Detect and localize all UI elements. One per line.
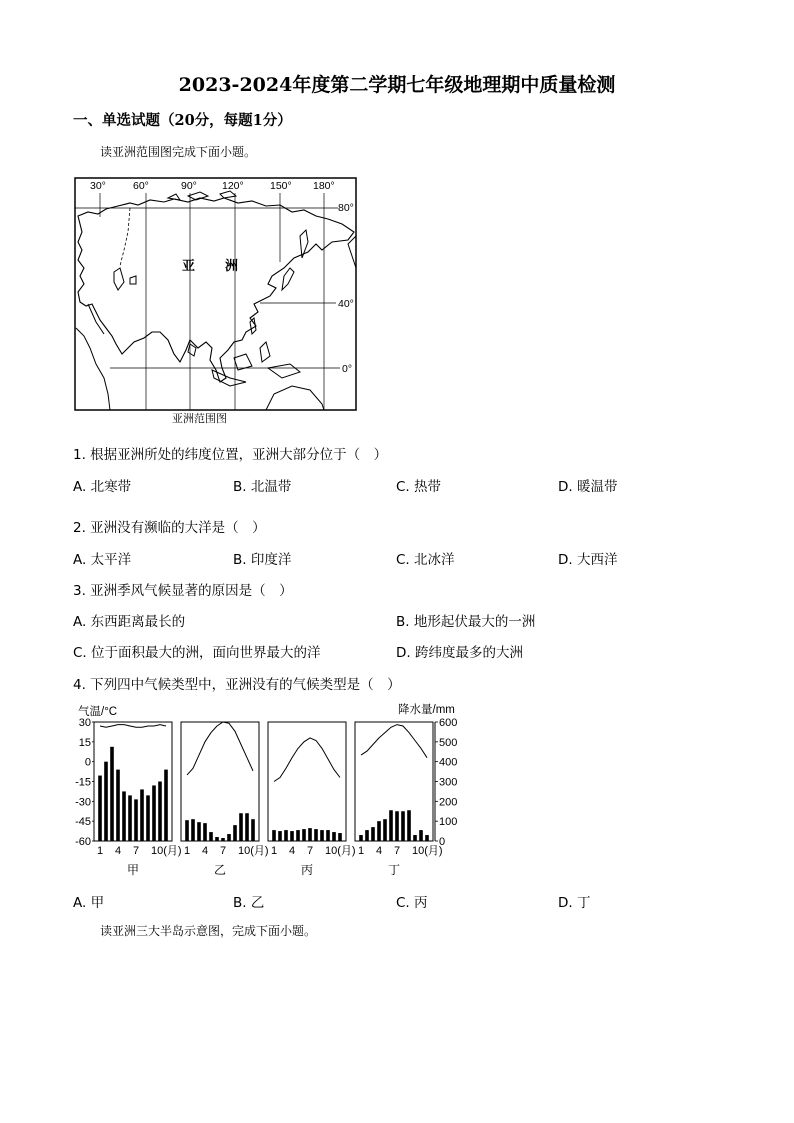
island: [250, 318, 256, 334]
option-d[interactable]: D. 丁: [558, 895, 591, 911]
lat-label: 80°: [338, 202, 354, 214]
precipitation-bar: [116, 770, 120, 841]
asia-europe-boundary: [120, 208, 130, 266]
month-tick-label: 10(月): [151, 845, 182, 857]
island: [212, 370, 246, 386]
month-tick-label: 7: [133, 845, 140, 857]
precipitation-bar: [326, 830, 330, 841]
map-frame: [75, 178, 356, 410]
island: [260, 342, 270, 362]
island: [234, 354, 252, 370]
precipitation-bar: [290, 831, 294, 841]
precipitation-bar: [413, 835, 417, 841]
month-tick-label: 10(月): [238, 845, 269, 857]
temperature-tick-label: -60: [75, 836, 91, 848]
precipitation-tick-label: 200: [439, 796, 458, 809]
precipitation-bar: [308, 828, 312, 841]
temperature-tick-label: 15: [78, 736, 91, 749]
month-tick-label: 7: [307, 845, 314, 857]
lon-label: 60°: [133, 180, 149, 192]
precipitation-bar: [425, 835, 429, 841]
precipitation-bar: [233, 825, 237, 841]
option-b[interactable]: B. 地形起伏最大的一洲: [396, 614, 536, 630]
north-america-coast: [348, 236, 356, 268]
precipitation-bar: [314, 829, 318, 841]
climate-panel-name: 丙: [301, 863, 314, 877]
precipitation-bar: [245, 813, 249, 841]
temperature-line: [187, 722, 253, 775]
precipitation-bar: [164, 770, 168, 841]
temperature-axis-label: 气温/°C: [78, 706, 118, 718]
month-tick-label: 7: [394, 845, 401, 857]
intro-map: 读亚洲范围图完成下面小题。: [100, 145, 257, 159]
month-tick-label: 4: [202, 845, 209, 857]
precipitation-bar: [209, 832, 213, 841]
question-stem: 4. 下列四中气候类型中，亚洲没有的气候类型是（ ）: [73, 677, 401, 693]
option-a[interactable]: A. 东西距离最长的: [73, 614, 186, 630]
temperature-tick-label: -45: [75, 816, 91, 829]
precipitation-bar: [185, 820, 189, 841]
climate-panel-name: 丁: [388, 863, 401, 877]
question-stem: 1. 根据亚洲所处的纬度位置，亚洲大部分位于（ ）: [73, 447, 388, 463]
island: [268, 364, 300, 378]
temperature-tick-label: 30: [78, 717, 91, 729]
map-caption: 亚洲范围图: [172, 413, 227, 425]
precipitation-bar: [110, 747, 114, 841]
precipitation-axis-label: 降水量/mm: [398, 704, 455, 716]
precipitation-tick-label: 500: [439, 736, 458, 749]
temperature-tick-label: -15: [75, 776, 91, 789]
month-tick-label: 7: [220, 845, 227, 857]
question-stem: 3. 亚洲季风气候显著的原因是（ ）: [73, 583, 293, 599]
precipitation-bar: [419, 830, 423, 841]
option-c[interactable]: C. 位于面积最大的洲，面向世界最大的洋: [73, 645, 321, 661]
precipitation-bar: [377, 821, 381, 841]
island: [300, 230, 308, 258]
climate-panel-name: 乙: [214, 863, 227, 877]
africa-coast: [76, 328, 110, 410]
region-label-zhou: 洲: [225, 258, 239, 273]
lon-label: 30°: [90, 180, 106, 192]
option-d[interactable]: D. 跨纬度最多的大洲: [396, 645, 523, 661]
lon-label: 120°: [222, 180, 244, 192]
precipitation-bar: [140, 789, 144, 841]
precipitation-tick-label: 100: [439, 816, 458, 829]
precipitation-bar: [197, 822, 201, 841]
precipitation-bar: [146, 795, 150, 841]
month-tick-label: 1: [97, 845, 104, 857]
asia-coastline: [78, 198, 354, 382]
precipitation-bar: [122, 791, 126, 841]
precipitation-tick-label: 600: [439, 717, 458, 729]
month-tick-label: 10(月): [412, 845, 443, 857]
precipitation-bar: [239, 813, 243, 841]
option-c[interactable]: C. 热带: [396, 479, 442, 495]
temperature-line: [100, 725, 166, 728]
lat-label: 40°: [338, 298, 354, 310]
precipitation-bar: [221, 838, 225, 841]
option-a[interactable]: A. 太平洋: [73, 552, 132, 568]
option-c[interactable]: C. 丙: [396, 895, 428, 911]
precipitation-bar: [278, 831, 282, 841]
lon-label: 150°: [270, 180, 292, 192]
precipitation-bar: [332, 832, 336, 841]
precipitation-bar: [320, 830, 324, 841]
month-tick-label: 4: [289, 845, 296, 857]
precipitation-tick-label: 0: [439, 836, 446, 848]
climate-panel-frame: [355, 722, 433, 841]
precipitation-bar: [227, 834, 231, 841]
option-b[interactable]: B. 北温带: [233, 479, 292, 495]
arctic-island: [220, 191, 236, 198]
precipitation-bar: [158, 782, 162, 842]
lat-label: 0°: [342, 363, 353, 375]
red-sea: [88, 304, 104, 334]
option-c[interactable]: C. 北冰洋: [396, 552, 455, 568]
japan-islands: [282, 268, 294, 290]
precipitation-tick-label: 300: [439, 776, 458, 789]
precipitation-bar: [296, 830, 300, 841]
question-stem: 2. 亚洲没有濒临的大洋是（ ）: [73, 520, 266, 536]
climate-charts: [70, 700, 480, 880]
temperature-tick-label: -30: [75, 796, 91, 809]
climate-panel-name: 甲: [127, 863, 140, 877]
precipitation-bar: [359, 835, 363, 841]
section-heading: 一、单选试题（20分，每题1分）: [73, 112, 292, 129]
caspian-sea: [114, 268, 124, 290]
lon-label: 180°: [313, 180, 335, 192]
option-a[interactable]: A. 甲: [73, 895, 105, 911]
option-b[interactable]: B. 乙: [233, 895, 265, 911]
precipitation-bar: [371, 827, 375, 841]
precipitation-bar: [203, 823, 207, 841]
month-tick-label: 1: [358, 845, 365, 857]
temperature-line: [361, 725, 427, 758]
precipitation-bar: [407, 810, 411, 841]
precipitation-bar: [134, 799, 138, 841]
option-a[interactable]: A. 北寒带: [73, 479, 132, 495]
temperature-line: [274, 738, 340, 782]
precipitation-bar: [365, 830, 369, 841]
australia-coast: [266, 386, 324, 410]
lon-label: 90°: [181, 180, 197, 192]
precipitation-bar: [251, 819, 255, 841]
month-tick-label: 10(月): [325, 845, 356, 857]
precipitation-bar: [98, 776, 102, 841]
precipitation-bar: [389, 810, 393, 841]
option-d[interactable]: D. 暖温带: [558, 479, 618, 495]
precipitation-bar: [272, 830, 276, 841]
intro-peninsula: 读亚洲三大半岛示意图，完成下面小题。: [100, 924, 317, 938]
precipitation-bar: [284, 830, 288, 841]
precipitation-bar: [128, 795, 132, 841]
asia-map: [70, 172, 370, 427]
month-tick-label: 4: [115, 845, 122, 857]
precipitation-bar: [338, 833, 342, 841]
temperature-tick-label: 0: [84, 756, 91, 769]
precipitation-bar: [395, 811, 399, 841]
arctic-island: [168, 194, 180, 200]
precipitation-bar: [215, 837, 219, 841]
precipitation-bar: [302, 829, 306, 841]
month-tick-label: 4: [376, 845, 383, 857]
option-b[interactable]: B. 印度洋: [233, 552, 292, 568]
precipitation-tick-label: 400: [439, 756, 458, 769]
precipitation-bar: [191, 819, 195, 841]
region-label-ya: 亚: [182, 258, 196, 273]
month-tick-label: 1: [184, 845, 191, 857]
month-tick-label: 1: [271, 845, 278, 857]
precipitation-bar: [401, 811, 405, 841]
page-title: 2023-2024年度第二学期七年级地理期中质量检测: [178, 74, 616, 96]
precipitation-bar: [104, 762, 108, 841]
precipitation-bar: [152, 785, 156, 841]
aral-sea: [130, 276, 136, 284]
option-d[interactable]: D. 大西洋: [558, 552, 618, 568]
island: [188, 344, 196, 356]
precipitation-bar: [383, 819, 387, 841]
